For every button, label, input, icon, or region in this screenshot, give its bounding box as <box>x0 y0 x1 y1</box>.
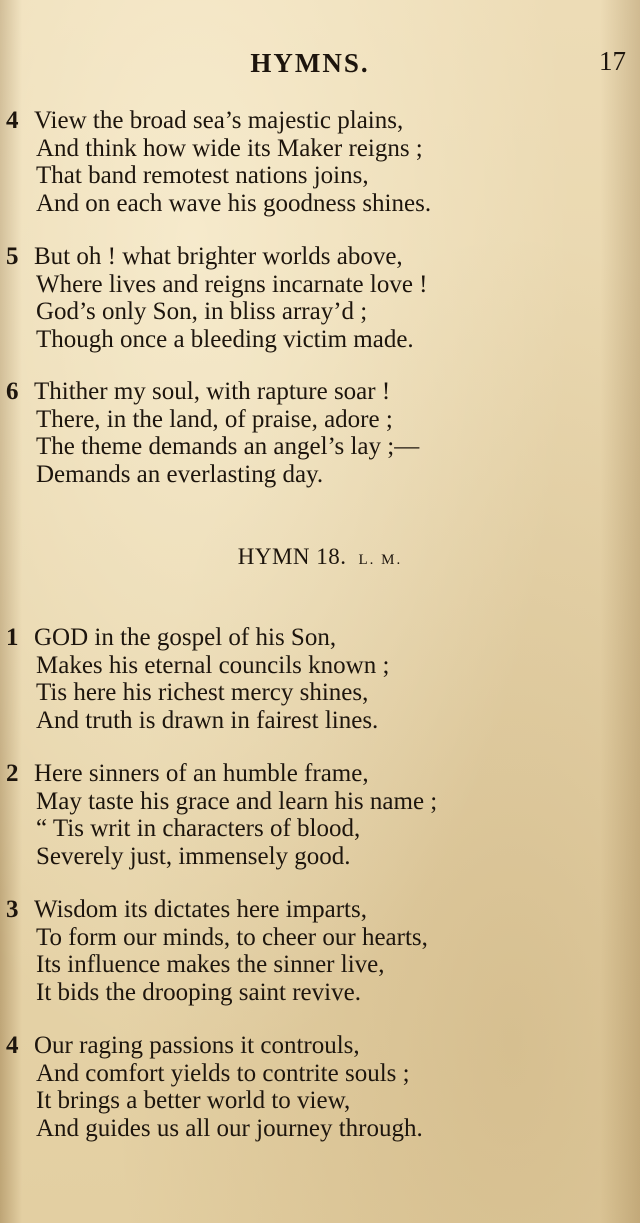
verse-line: Here sinners of an humble frame, <box>34 760 369 787</box>
verse-line: The theme demands an angel’s lay ;— <box>36 433 420 460</box>
verse-line: There, in the land, of praise, adore ; <box>36 405 393 433</box>
verse-line: Where lives and reigns incarnate love ! <box>36 270 428 298</box>
verse-line: “ Tis writ in characters of blood, <box>36 815 361 842</box>
verse-line: Though once a bleeding victim made. <box>36 325 414 353</box>
verse-line: Thither my soul, with rapture soar ! <box>34 378 391 405</box>
verse-line: God’s only Son, in bliss array’d ; <box>36 298 368 325</box>
stanza-number: 5 <box>6 243 19 270</box>
verse-line: Demands an everlasting day. <box>36 460 324 488</box>
page-number: 17 <box>599 46 626 76</box>
verse-line: Wisdom its dictates here imparts, <box>34 896 367 923</box>
stanza-5-continued <box>6 243 626 353</box>
verse-line: To form our minds, to cheer our hearts, <box>36 923 428 951</box>
verse-line: View the broad sea’s majestic plains, <box>34 107 404 134</box>
hymn-title: HYMN 18. <box>237 544 347 569</box>
stanza-number: 6 <box>6 378 19 405</box>
verse-line: GOD in the gospel of his Son, <box>34 624 337 651</box>
stanza-6-continued <box>6 378 626 488</box>
verse-line: And guides us all our journey through. <box>36 1114 423 1142</box>
verse-line: Its influence makes the sinner live, <box>36 951 385 978</box>
hymn-18-stanza-2 <box>6 760 626 870</box>
verse-line: And on each wave his goodness shines. <box>36 189 432 217</box>
hymn-18-stanza-1 <box>6 624 626 734</box>
running-header: HYMNS. <box>250 48 370 78</box>
stanza-4-continued <box>6 107 626 217</box>
verse-line: Severely just, immensely good. <box>36 842 351 870</box>
verse-line: Our raging passions it controuls, <box>34 1032 360 1059</box>
hymn-meter: L. M. <box>358 552 403 568</box>
hymn-18-stanza-3 <box>6 896 626 1006</box>
verse-line: Makes his eternal councils known ; <box>36 651 390 679</box>
verse-line: And think how wide its Maker reigns ; <box>36 134 423 162</box>
hymn-heading <box>0 544 640 570</box>
stanza-number: 2 <box>6 760 19 787</box>
stanza-number: 4 <box>6 1032 19 1059</box>
verse-line: Tis here his richest mercy shines, <box>36 679 369 706</box>
verse-line: That band remotest nations joins, <box>36 162 369 189</box>
verse-line: But oh ! what brighter worlds above, <box>34 243 403 270</box>
stanza-number: 1 <box>6 624 19 651</box>
verse-line: And truth is drawn in fairest lines. <box>36 706 379 734</box>
stanza-number: 3 <box>6 896 19 923</box>
verse-line: May taste his grace and learn his name ; <box>36 787 438 815</box>
hymn-18-stanza-4 <box>6 1032 626 1142</box>
stanza-number: 4 <box>6 107 19 134</box>
verse-line: And comfort yields to contrite souls ; <box>36 1059 410 1087</box>
verse-line: It brings a better world to view, <box>36 1087 351 1114</box>
verse-line: It bids the drooping saint revive. <box>36 978 361 1006</box>
